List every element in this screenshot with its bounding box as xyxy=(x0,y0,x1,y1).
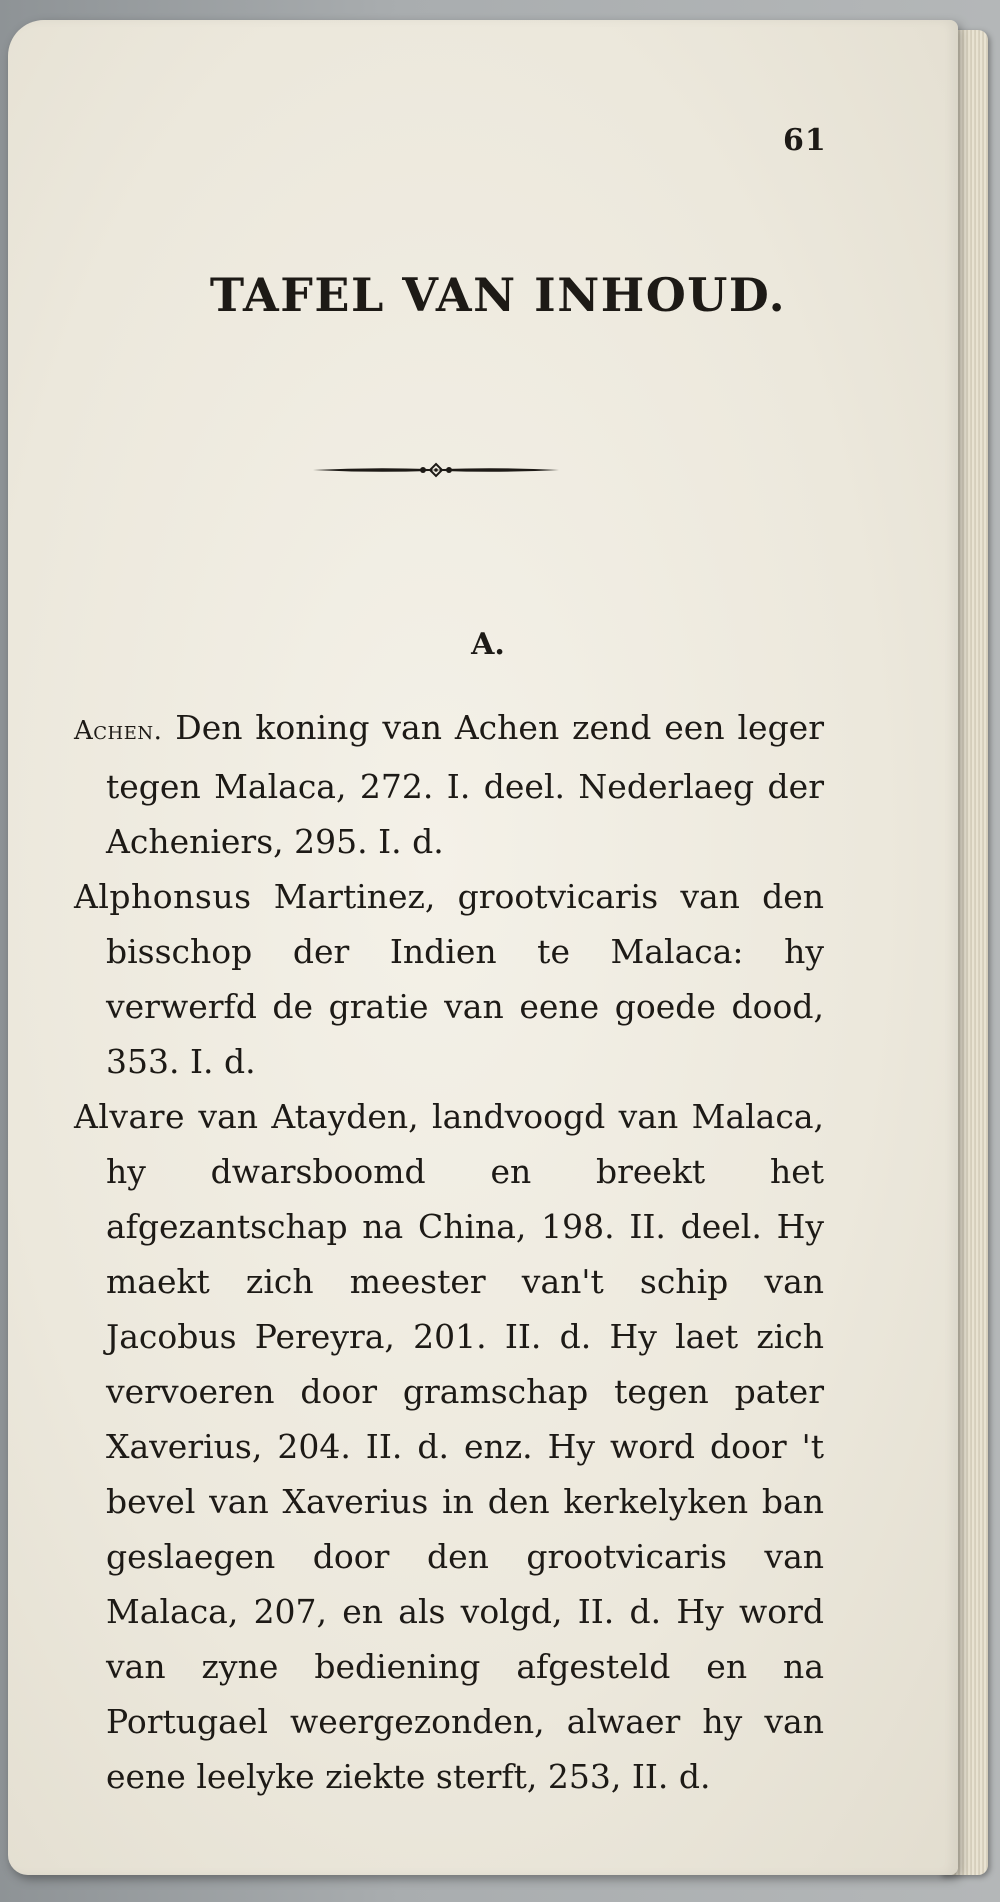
index-entries xyxy=(74,700,824,1804)
section-letter: A. xyxy=(471,627,505,662)
page-title: TAFEL VAN INHOUD. xyxy=(209,268,787,322)
page-number: 61 xyxy=(783,123,827,158)
entry-lead: Alvare xyxy=(74,1097,186,1136)
entry-text: Martinez, grootvicaris van den bisschop der Indien te Malaca: hy verwerfd de gratie van eene goede dood, 353. I. d. xyxy=(106,877,824,1081)
entry-text: van Atayden, landvoogd van Malaca, hy dwarsboomd en breekt het afgezantschap na China, 198. II. deel. Hy maekt zich meester van't schip van Jacobus Pereyra, 201. II. d. Hy laet zich vervoeren door gramschap tegen pater Xaverius, 204. II. d. enz. Hy word door 't bevel van Xaverius in den kerkelyken ban geslaegen door den grootvicaris van Malaca, 207, en als volgd, II. d. Hy word van zyne bediening afgesteld en na Portugael weergezonden, alwaer hy van eene leelyke ziekte sterft, 253, II. d. xyxy=(106,1097,824,1796)
entry-lead: Achen. xyxy=(74,716,163,746)
decorative-rule-ornament-icon xyxy=(311,460,561,480)
index-entry xyxy=(74,869,824,1089)
index-entry xyxy=(74,700,824,869)
entry-text: Den koning van Achen zend een leger tegen Malaca, 272. I. deel. Nederlaeg der Acheniers, 295. I. d. xyxy=(106,708,824,861)
entry-lead: Alphonsus xyxy=(74,877,252,916)
index-entry xyxy=(74,1089,824,1804)
book-page xyxy=(8,20,958,1875)
